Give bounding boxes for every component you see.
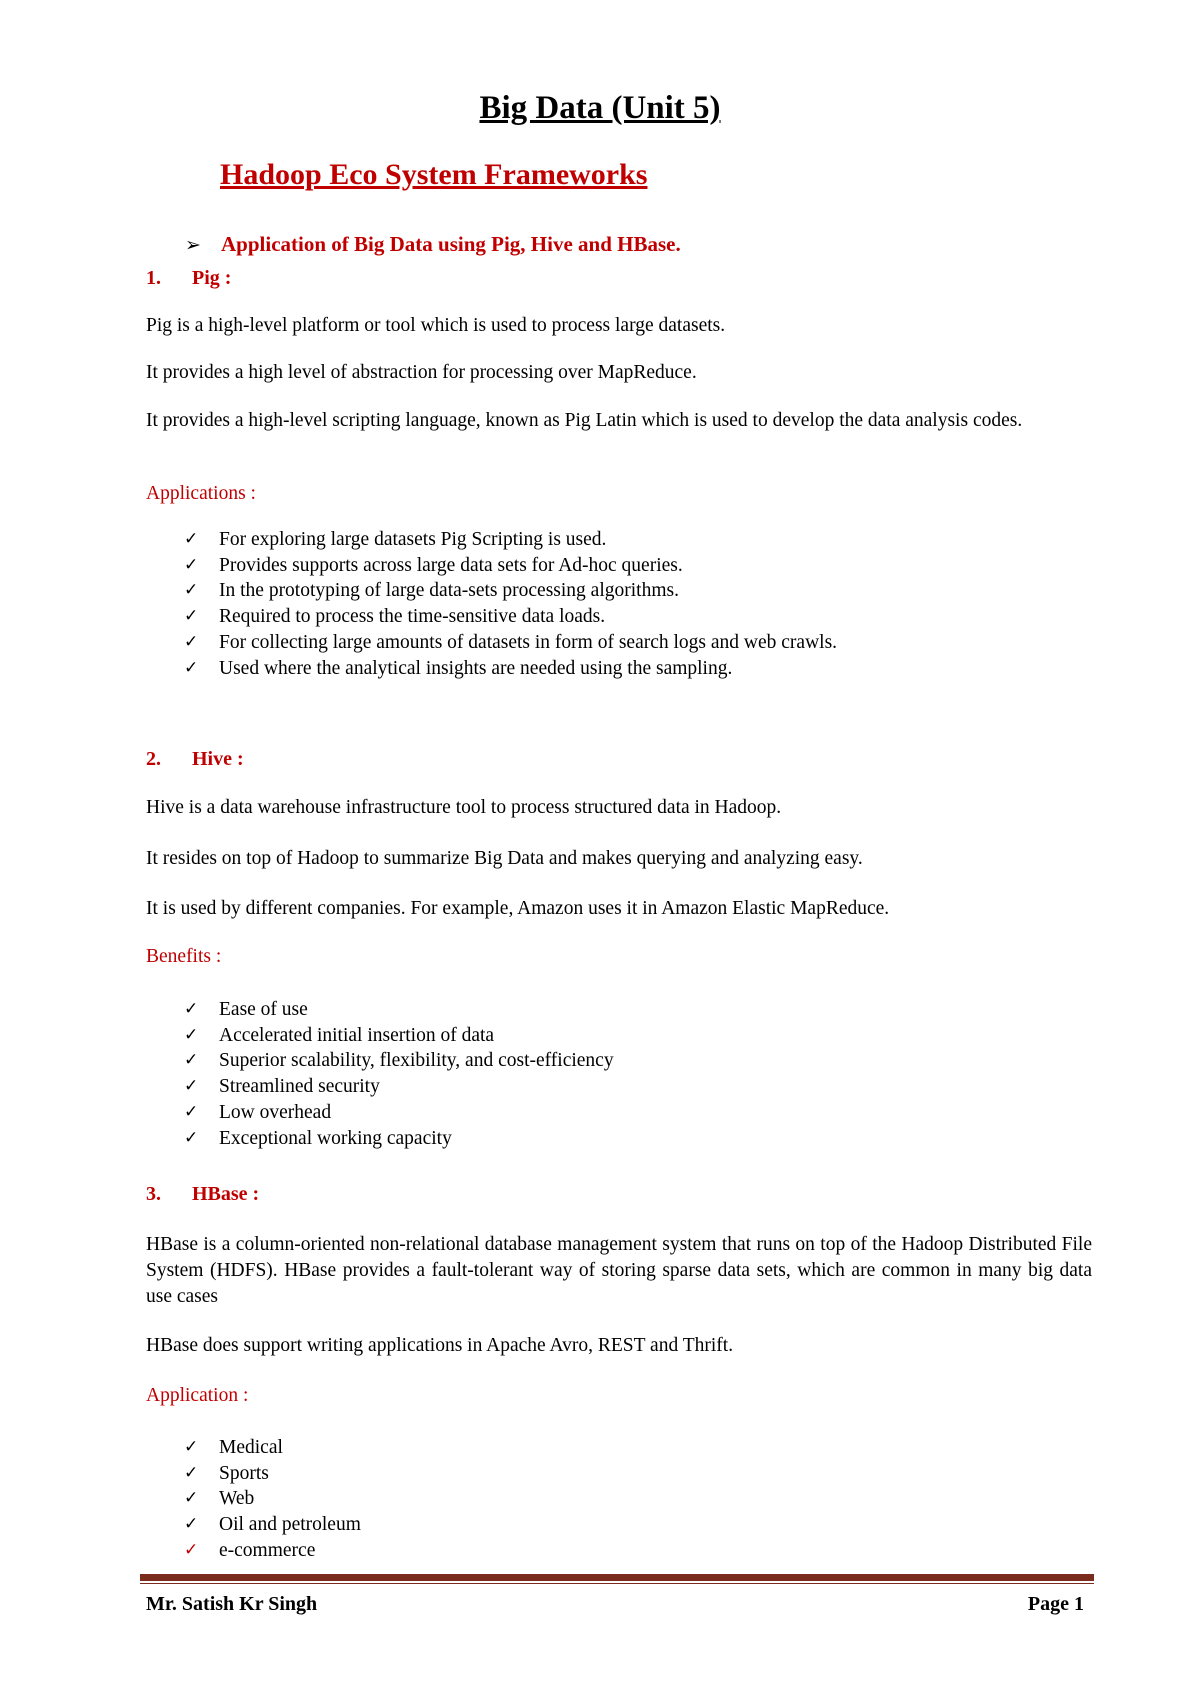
list-item [184, 656, 837, 682]
list-label: Applications : [146, 483, 256, 504]
checkmark-icon: ✓ [184, 1488, 199, 1509]
hive-benefits-list [184, 997, 614, 1151]
list-item-text: Sports [219, 1462, 269, 1484]
paragraph: Hive is a data warehouse infrastructure tool to process structured data in Hadoop. [146, 797, 782, 818]
checkmark-icon: ✓ [184, 1050, 199, 1071]
checkmark-icon: ✓ [184, 1514, 199, 1535]
checkmark-icon: ✓ [184, 1127, 199, 1148]
list-item [184, 527, 837, 553]
list-item [184, 630, 837, 656]
list-item [184, 578, 837, 604]
checkmark-icon: ✓ [184, 631, 199, 652]
section-title: Pig : [192, 267, 232, 289]
list-item-text: In the prototyping of large data-sets processing algorithms. [219, 580, 679, 602]
list-label: Application : [146, 1385, 249, 1406]
list-item [184, 604, 837, 630]
checkmark-icon: ✓ [184, 1539, 199, 1560]
checkmark-icon: ✓ [184, 1101, 199, 1122]
list-item [184, 1074, 614, 1100]
list-item-text: Provides supports across large data sets for Ad-hoc queries. [219, 554, 683, 576]
list-item-text: Superior scalability, flexibility, and cost-efficiency [219, 1050, 614, 1072]
list-item [184, 1538, 361, 1564]
list-item [184, 553, 837, 579]
section-title: Hive : [192, 748, 244, 770]
list-item [184, 1435, 361, 1461]
checkmark-icon: ✓ [184, 1076, 199, 1097]
section-title: HBase : [192, 1183, 260, 1205]
footer-divider-thin [140, 1583, 1094, 1584]
section-number: 2. [146, 748, 161, 770]
section-heading-pig [146, 264, 231, 292]
list-label: Benefits : [146, 946, 222, 967]
list-item [184, 1048, 614, 1074]
checkmark-icon: ✓ [184, 529, 199, 549]
application-heading-text: Application of Big Data using Pig, Hive and HBase. [221, 232, 681, 256]
list-item-text: e-commerce [219, 1539, 316, 1561]
checkmark-icon: ✓ [184, 554, 199, 575]
paragraph: It is used by different companies. For example, Amazon uses it in Amazon Elastic MapReduce. [146, 898, 890, 919]
checkmark-icon: ✓ [184, 580, 199, 601]
paragraph: HBase does support writing applications in Apache Avro, REST and Thrift. [146, 1335, 734, 1356]
footer-divider [140, 1574, 1094, 1581]
checkmark-icon: ✓ [184, 1462, 199, 1483]
section-number: 3. [146, 1183, 161, 1205]
paragraph: It provides a high level of abstraction for processing over MapReduce. [146, 362, 697, 383]
list-item-text: Oil and petroleum [219, 1514, 361, 1536]
list-item-text: Exceptional working capacity [219, 1127, 452, 1149]
list-item-text: Ease of use [219, 999, 308, 1020]
arrow-bullet-icon: ➢ [185, 234, 201, 256]
application-heading [185, 229, 681, 260]
section-heading-hive [146, 745, 244, 773]
page-title: Big Data (Unit 5) [479, 90, 721, 126]
list-item-text: Streamlined security [219, 1076, 380, 1098]
paragraph: Pig is a high-level platform or tool which is used to process large datasets. [146, 315, 726, 336]
hbase-applications-list [184, 1435, 361, 1564]
checkmark-icon: ✓ [184, 1024, 199, 1045]
list-item [184, 1512, 361, 1538]
section-heading-hbase [146, 1180, 259, 1208]
footer-author: Mr. Satish Kr Singh [146, 1593, 318, 1615]
list-item-text: For exploring large datasets Pig Scripting is used. [219, 529, 607, 550]
checkmark-icon: ✓ [184, 1437, 199, 1457]
paragraph: HBase is a column-oriented non-relational database management system that runs on top of the Hadoop Distributed File System (HDFS). HBase provides a fault-tolerant way of storing sparse data sets, which are common in many big data use cases [146, 1234, 1092, 1307]
checkmark-icon: ✓ [184, 657, 199, 678]
list-item [184, 1461, 361, 1487]
list-item [184, 997, 614, 1023]
footer-page-number: Page 1 [1027, 1593, 1084, 1615]
list-item-text: Low overhead [219, 1101, 332, 1123]
list-item-text: Used where the analytical insights are needed using the sampling. [219, 657, 733, 679]
checkmark-icon: ✓ [184, 999, 199, 1019]
list-item-text: Web [219, 1488, 255, 1510]
pig-applications-list [184, 527, 837, 681]
list-item [184, 1100, 614, 1126]
list-item [184, 1126, 614, 1152]
list-item [184, 1023, 614, 1049]
list-item-text: For collecting large amounts of datasets in form of search logs and web crawls. [219, 631, 838, 653]
list-item-text: Accelerated initial insertion of data [219, 1024, 495, 1046]
page-subtitle: Hadoop Eco System Frameworks [220, 158, 648, 191]
list-item [184, 1486, 361, 1512]
list-item-text: Required to process the time-sensitive data loads. [219, 606, 606, 628]
list-item-text: Medical [219, 1437, 283, 1458]
paragraph: It resides on top of Hadoop to summarize Big Data and makes querying and analyzing easy. [146, 848, 863, 869]
paragraph: It provides a high-level scripting language, known as Pig Latin which is used to develop the data analysis codes. [146, 410, 1023, 431]
section-number: 1. [146, 267, 161, 289]
checkmark-icon: ✓ [184, 606, 199, 627]
